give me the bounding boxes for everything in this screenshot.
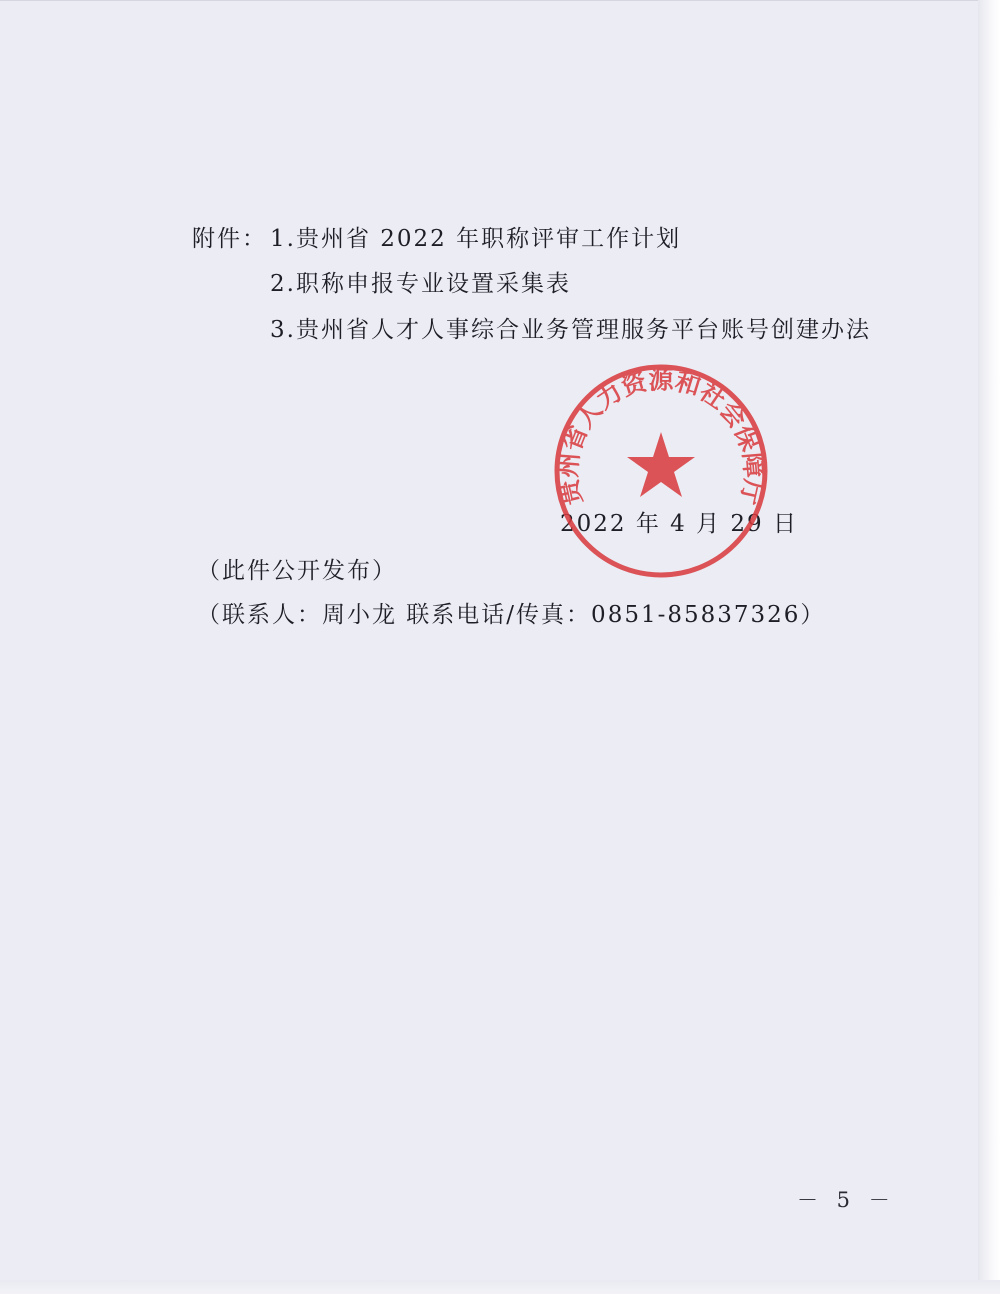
page-bottom-edge [0,1280,1000,1294]
page-right-edge [978,0,1000,1294]
attachment-item-3: 3.贵州省人才人事综合业务管理服务平台账号创建办法 [270,317,871,343]
page-number: － 5 － [797,1188,896,1212]
page-top-edge [0,0,1000,1]
attachment-item-1: 1.贵州省 2022 年职称评审工作计划 [270,226,682,252]
contact-note: （联系人：周小龙 联系电话/传真：0851-85837326） [197,602,826,628]
attachment-item-2: 2.职称申报专业设置采集表 [270,271,571,297]
attachments-label: 附件： [192,226,267,252]
seal-star-icon [627,432,695,497]
seal-org-name: 贵州省人力资源和社会保障厅 [553,365,769,508]
publication-note: （此件公开发布） [197,558,397,584]
issue-date: 2022 年 4 月 29 日 [560,511,798,537]
official-seal [552,362,770,580]
